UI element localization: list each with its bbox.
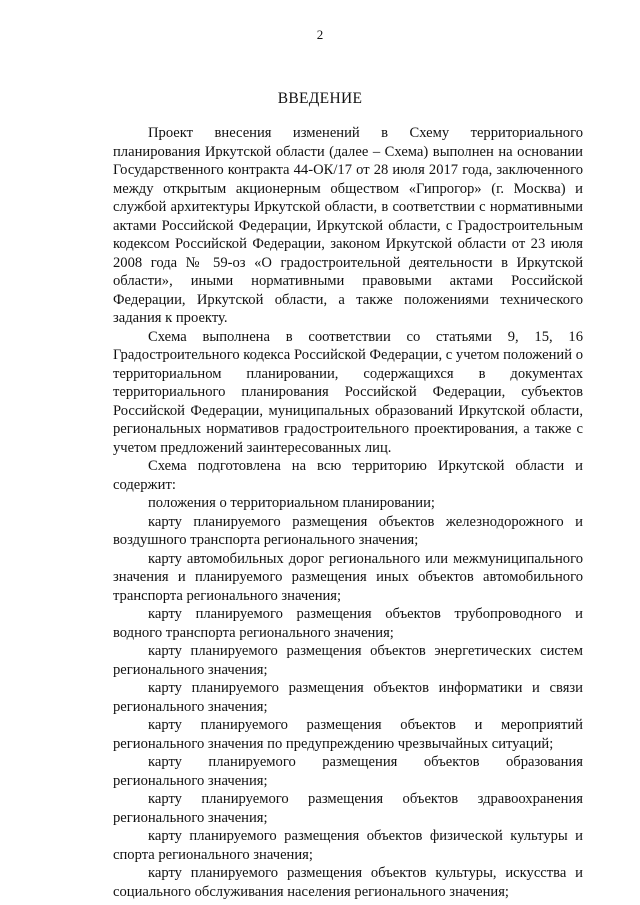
list-item: положения о территориальном планировании; [148, 495, 435, 511]
list-item: карту планируемого размещения объектов образования регионального значения; [113, 754, 583, 789]
list-item: карту планируемого размещения объектов информатики и связи регионального значения; [113, 680, 583, 715]
document-body [113, 124, 583, 901]
list-item: карту планируемого размещения объектов культуры, искусства и социального обслуживания населения регионального значения; [113, 865, 583, 900]
page-number: 2 [316, 27, 324, 42]
scheme-contents-paragraph: Схема подготовлена на всю территорию Иркутской области и содержит: [113, 458, 583, 493]
intro-paragraph: Проект внесения изменений в Схему территориального планирования Иркутской области (далее – Схема) выполнен на основании Государственного контракта 44-ОК/17 от 28 июля 2017 года, заключенного между открытым акционерным обществом «Гипрогор» (г. Москва) и службой архитектуры Иркутской области, в соответствии с нормативными актами Российской Федерации, Иркутской области, с Градостроительным кодексом Российской Федерации, законом Иркутской области от 23 июля 2008 года № 59-оз «О градостроительной деятельности в Иркутской области», иными нормативными правовыми актами Российской Федерации, Иркутской области, а также положениями технического задания к проекту. [113, 125, 583, 326]
list-item: карту планируемого размещения объектов железнодорожного и воздушного транспорта регионального значения; [113, 513, 583, 548]
list-item: карту планируемого размещения объектов трубопроводного и водного транспорта регионального значения; [113, 606, 583, 641]
list-item: карту планируемого размещения объектов здравоохранения регионального значения; [113, 791, 583, 826]
list-item: карту планируемого размещения объектов энергетических систем регионального значения; [113, 643, 583, 678]
list-item: карту планируемого размещения объектов и мероприятий регионального значения по предупреждению чрезвычайных ситуаций; [113, 717, 583, 752]
scheme-basis-paragraph: Схема выполнена в соответствии со статьями 9, 15, 16 Градостроительного кодекса Российской Федерации, с учетом положений о территориальном планировании, содержащихся в документах территориального планирования Российской Федерации, субъектов Российской Федерации, муниципальных образований Иркутской области, региональных нормативов градостроительного проектирования, а также с учетом предложений заинтересованных лиц. [113, 328, 583, 456]
page-title: ВВЕДЕНИЕ [277, 90, 363, 107]
list-item: карту автомобильных дорог регионального или межмуниципального значения и планируемого размещения иных объектов автомобильного транспорта регионального значения; [113, 550, 583, 604]
list-item: карту планируемого размещения объектов физической культуры и спорта регионального значения; [113, 828, 583, 863]
